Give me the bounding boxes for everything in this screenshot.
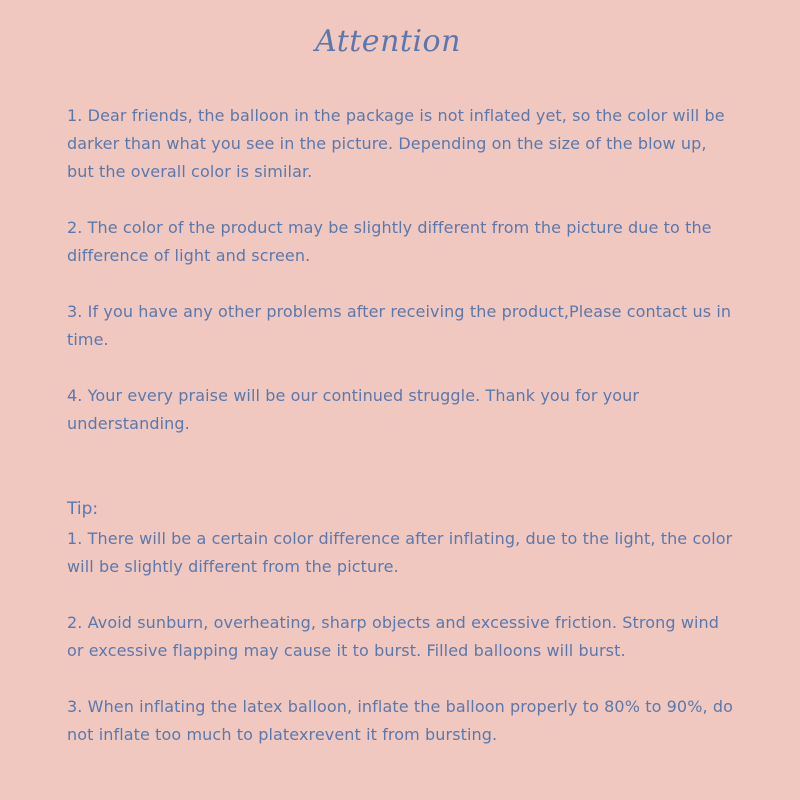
notice-item-2: 2. The color of the product may be slightly different from the picture due to the difference of light and screen. (67, 218, 712, 265)
notice-item-3: 3. If you have any other problems after receiving the product,Please contact us in time. (67, 302, 732, 349)
notice-item-4: 4. Your every praise will be our continued struggle. Thank you for your understanding. (67, 386, 640, 433)
page-title: Attention (315, 24, 461, 59)
tip-item-1: 1. There will be a certain color difference after inflating, due to the light, the color will be slightly different from the picture. (67, 529, 733, 576)
tip-item-2: 2. Avoid sunburn, overheating, sharp objects and excessive friction. Strong wind or excessive flapping may cause it to burst. Filled balloons will burst. (67, 613, 720, 660)
tip-heading: Tip: (67, 499, 99, 519)
tip-item-3: 3. When inflating the latex balloon, inflate the balloon properly to 80% to 90%, do not inflate too much to platexrevent it from bursting. (67, 697, 734, 744)
notice-item-1: 1. Dear friends, the balloon in the package is not inflated yet, so the color will be darker than what you see in the picture. Depending on the size of the blow up, but the overall color is similar. (67, 106, 725, 181)
